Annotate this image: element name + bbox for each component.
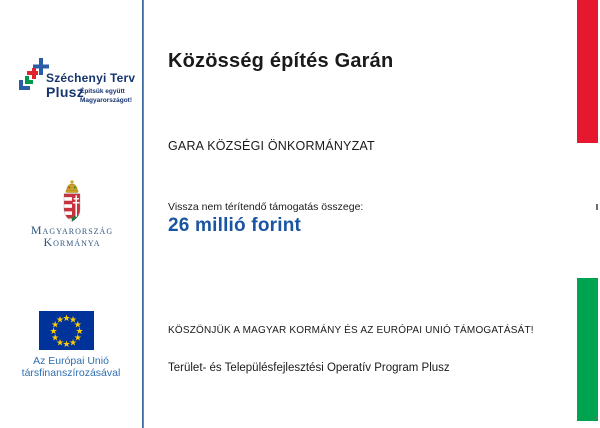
szechenyi-logo-tagline [80, 87, 132, 105]
star-icon: ★ [62, 312, 71, 323]
tagline-line-1: Építsük együtt [80, 88, 125, 95]
hungarian-flag-red-stripe [577, 0, 598, 143]
grant-amount-value: 26 millió forint [168, 215, 302, 236]
star-icon: ★ [62, 338, 71, 349]
project-title: Közösség építés Garán [168, 50, 394, 72]
government-label-line-1: Magyarország [30, 223, 114, 237]
eu-cofinancing-label-line-2: társfinanszírozásával [21, 367, 121, 379]
star-icon: ★ [73, 332, 82, 342]
grant-amount-label: Vissza nem térítendő támogatás összege: [168, 201, 364, 213]
program-name: Terület- és Településfejlesztési Operatív Program Plusz [168, 362, 450, 374]
star-icon: ★ [68, 336, 78, 347]
edge-artifact [596, 204, 598, 210]
star-icon: ★ [49, 325, 58, 336]
szechenyi-logo-name: Széchenyi Terv [46, 71, 136, 85]
star-icon: ★ [51, 319, 60, 329]
star-icon: ★ [68, 314, 78, 325]
szechenyi-logo-plusz: Plusz [46, 84, 85, 100]
star-icon: ★ [75, 325, 84, 336]
star-icon: ★ [55, 336, 65, 347]
eu-cofinancing-label-line-1: Az Európai Unió [33, 355, 109, 367]
hungary-coat-of-arms-icon [56, 180, 88, 225]
edge-artifact [596, 416, 598, 420]
star-icon: ★ [51, 332, 60, 342]
eu-flag-icon [39, 311, 94, 350]
beneficiary-name: GARA KÖZSÉGI ÖNKORMÁNYZAT [168, 139, 375, 153]
tagline-line-2: Magyarországot! [80, 97, 133, 104]
star-icon: ★ [55, 314, 65, 325]
vertical-divider [142, 0, 144, 428]
hungarian-flag-green-stripe [577, 278, 598, 421]
star-icon: ★ [73, 319, 82, 329]
government-label-line-2: Kormánya [43, 235, 101, 249]
acknowledgement-text: KÖSZÖNJÜK A MAGYAR KORMÁNY ÉS AZ EURÓPAI UNIÓ TÁMOGATÁSÁT! [168, 325, 534, 336]
